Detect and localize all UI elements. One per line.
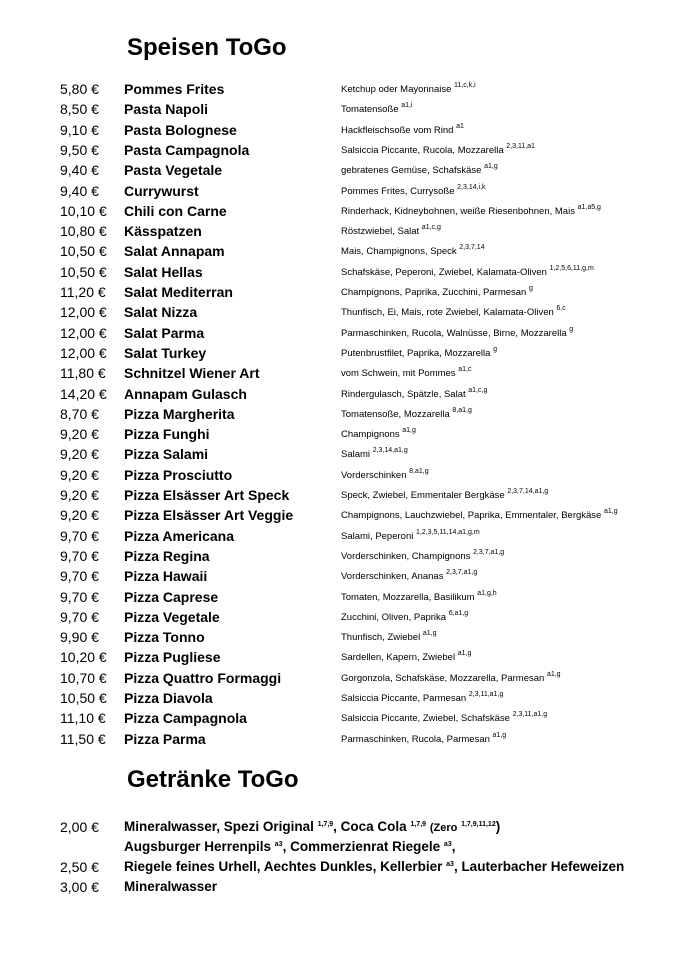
drink-text: , Coca Cola <box>333 819 407 834</box>
item-price: 11,10 € <box>60 710 106 727</box>
item-price: 11,80 € <box>60 365 106 382</box>
item-description <box>341 506 618 526</box>
item-price: 11,50 € <box>60 730 106 747</box>
drink-text: Mineralwasser <box>124 879 218 894</box>
item-description-text: Speck, Zwiebel, Emmentaler Bergkäse <box>341 490 505 501</box>
item-description-text: Salsiccia Piccante, Zwiebel, Schafskäse <box>341 713 510 725</box>
item-price: 10,10 € <box>60 202 107 219</box>
allergen-codes: a1,g <box>422 630 437 638</box>
allergen-codes: g <box>528 285 533 292</box>
drink-line <box>124 857 624 877</box>
item-description-text: Pommes Frites, Currysoße <box>341 185 455 197</box>
menu-item-row <box>0 404 680 424</box>
menu-item-row <box>0 708 680 728</box>
allergen-codes: a1,c,g <box>421 224 441 232</box>
menu-item-row <box>0 120 680 140</box>
item-description-text: Salsiccia Piccante, Parmesan <box>341 693 467 704</box>
item-description <box>341 547 504 567</box>
allergen-codes: 2,3,7,a1,g <box>446 569 478 577</box>
item-description <box>341 242 485 262</box>
menu-item-row <box>0 201 680 221</box>
item-description-text: Champignons, Lauchzwiebel, Paprika, Emmentaler, Bergkäse <box>341 510 602 522</box>
menu-item-row <box>0 384 680 404</box>
item-price: 9,70 € <box>60 527 99 544</box>
drink-price: 2,00 € <box>60 819 99 835</box>
item-name: Pasta Napoli <box>124 101 209 118</box>
drink-text: Mineralwasser, Spezi Original <box>124 819 314 834</box>
item-description <box>341 263 594 283</box>
item-price: 9,70 € <box>60 588 99 605</box>
item-name: Pasta Bolognese <box>124 121 237 138</box>
item-description <box>341 730 506 750</box>
menu-item-row <box>0 160 680 180</box>
item-price: 10,20 € <box>60 649 107 666</box>
item-description <box>341 628 436 648</box>
item-name: Annapam Gulasch <box>124 385 247 402</box>
item-price: 10,50 € <box>60 690 107 706</box>
menu-item-row <box>0 505 680 525</box>
allergen-codes: a1,i <box>401 102 413 110</box>
item-description-text: Hackfleischsoße vom Rind <box>341 124 454 136</box>
allergen-codes: a1,c <box>458 366 472 374</box>
item-description <box>341 182 486 202</box>
item-name: Pizza Tonno <box>124 629 205 646</box>
item-description <box>341 588 497 608</box>
item-name: Pizza Pugliese <box>124 649 221 666</box>
item-name: Pizza Diavola <box>124 690 213 706</box>
item-name: Pizza Elsässer Art Speck <box>124 487 290 503</box>
item-price: 9,40 € <box>60 182 99 199</box>
item-description-text: Tomatensoße <box>341 104 399 116</box>
item-description <box>341 445 408 465</box>
item-description-text: Champignons, Paprika, Zucchini, Parmesan <box>341 287 527 298</box>
allergen-codes: a1,g <box>603 508 618 516</box>
item-description-text: Parmaschinken, Rucola, Walnüsse, Birne, Mozzarella <box>341 327 567 339</box>
item-price: 10,50 € <box>60 263 107 280</box>
drink-price: 3,00 € <box>60 879 99 895</box>
item-name: Salat Turkey <box>124 344 207 361</box>
item-price: 12,00 € <box>60 324 107 341</box>
allergen-codes: 2,3,14,i,k <box>457 183 486 191</box>
item-description <box>341 202 601 222</box>
item-description <box>341 669 561 689</box>
allergen-codes: 1,7,9,11,12 <box>461 821 496 828</box>
allergen-codes: 1,7,9 <box>317 821 334 828</box>
item-description <box>341 80 476 100</box>
allergen-codes: a3 <box>274 841 283 848</box>
menu-item-row <box>0 99 680 119</box>
item-name: Schnitzel Wiener Art <box>124 365 260 382</box>
drink-line <box>124 817 500 838</box>
item-description-text: Thunfisch, Ei, Mais, rote Zwiebel, Kalamata-Oliven <box>341 307 554 319</box>
item-description-text: Rinderhack, Kidneybohnen, weiße Riesenbohnen, Mais <box>341 205 575 217</box>
item-name: Pasta Vegetale <box>124 162 223 179</box>
item-name: Salat Hellas <box>124 263 203 280</box>
menu-item-row <box>0 627 680 647</box>
allergen-codes: 1,2,3,5,11,14,a1,g,m <box>416 528 480 536</box>
allergen-codes: 8,a1,g <box>409 467 429 475</box>
item-price: 9,20 € <box>60 466 99 483</box>
item-price: 9,40 € <box>60 162 99 179</box>
item-description-text: Schafskäse, Peperoni, Zwiebel, Kalamata-Oliven <box>341 266 547 278</box>
drink-text: Riegele feines Urhell, Aechtes Dunkles, Kellerbier <box>124 859 443 874</box>
item-price: 9,20 € <box>60 487 99 503</box>
item-description-text: Vorderschinken, Ananas <box>341 571 444 583</box>
menu-item-row <box>0 79 680 99</box>
menu-item-row <box>0 485 680 505</box>
drink-text: , Commerzienrat Riegele <box>282 839 441 854</box>
item-description <box>341 324 573 344</box>
menu-item-row <box>0 587 680 607</box>
item-description <box>341 405 472 425</box>
allergen-codes: 11,c,k,i <box>454 82 476 89</box>
allergen-codes: 2,3,7,a1,g <box>473 548 505 556</box>
drink-price: 2,50 € <box>60 859 99 875</box>
item-description <box>341 121 464 141</box>
item-description-text: Vorderschinken, Champignons <box>341 550 471 562</box>
item-name: Pizza Salami <box>124 446 209 463</box>
item-description-text: vom Schwein, mit Pommes <box>341 368 456 380</box>
drink-line <box>124 837 455 857</box>
item-name: Pizza Elsässer Art Veggie <box>124 507 294 524</box>
item-price: 10,50 € <box>60 243 107 260</box>
item-name: Chili con Carne <box>124 202 227 219</box>
menu-item-row <box>0 647 680 667</box>
item-description <box>341 425 416 445</box>
menu-item-row <box>0 302 680 322</box>
item-description <box>341 283 533 303</box>
item-description-text: Gorgonzola, Schafskäse, Mozzarella, Parmesan <box>341 672 545 684</box>
item-name: Pizza Caprese <box>124 588 219 605</box>
allergen-codes: 6,c <box>556 305 566 313</box>
item-price: 14,20 € <box>60 385 107 402</box>
item-description-text: Salami, Peperoni <box>341 530 414 542</box>
item-name: Pizza Regina <box>124 547 210 564</box>
item-description-text: Tomaten, Mozzarella, Basilikum <box>341 591 475 603</box>
item-name: Pizza Prosciutto <box>124 466 233 483</box>
item-description <box>341 222 441 242</box>
menu-item-row <box>0 465 680 485</box>
allergen-codes: a1,g <box>457 650 472 658</box>
menu-item-row <box>0 241 680 261</box>
item-price: 9,20 € <box>60 507 99 524</box>
item-price: 9,50 € <box>60 141 99 158</box>
menu-item-row <box>0 688 680 708</box>
allergen-codes: 1,2,5,6,11,g,m <box>549 264 594 272</box>
item-description-text: Mais, Champignons, Speck <box>341 246 457 258</box>
item-price: 9,70 € <box>60 547 99 564</box>
menu-item-row <box>0 607 680 627</box>
allergen-codes: g <box>493 345 497 353</box>
item-name: Pizza Americana <box>124 527 234 544</box>
item-name: Pommes Frites <box>124 81 225 97</box>
item-description <box>341 689 503 709</box>
allergen-codes: 2,3,7,14 <box>459 244 485 252</box>
item-name: Kässpatzen <box>124 223 202 240</box>
menu-item-row <box>0 526 680 546</box>
item-price: 9,20 € <box>60 446 99 463</box>
item-name: Pizza Quattro Formaggi <box>124 669 282 686</box>
item-description-text: Parmaschinken, Rucola, Parmesan <box>341 733 490 745</box>
allergen-codes: 6,a1,g <box>448 609 469 617</box>
item-description <box>341 527 480 547</box>
item-description-text: Salsiccia Piccante, Rucola, Mozzarella <box>341 144 504 156</box>
item-name: Pizza Campagnola <box>124 710 247 727</box>
allergen-codes: g <box>569 325 574 333</box>
menu-item-row <box>0 566 680 586</box>
allergen-codes: 1,7,9 <box>410 821 427 828</box>
allergen-codes: a1 <box>456 122 464 130</box>
menu-item-row <box>0 262 680 282</box>
allergen-codes: a1,g,h <box>477 589 497 597</box>
item-description <box>341 161 498 181</box>
allergen-codes: a3 <box>443 841 452 848</box>
item-price: 11,20 € <box>60 284 106 300</box>
item-price: 9,10 € <box>60 121 99 138</box>
item-description <box>341 709 547 729</box>
item-description-text: Ketchup oder Mayonnaise <box>341 84 452 95</box>
menu-item-row <box>0 424 680 444</box>
item-price: 9,20 € <box>60 426 99 443</box>
drink-text: , <box>451 839 456 854</box>
item-name: Pizza Parma <box>124 730 206 747</box>
item-description <box>341 303 566 323</box>
menu-item-row <box>0 729 680 749</box>
item-price: 9,70 € <box>60 608 99 625</box>
allergen-codes: a1,c,g <box>468 386 488 394</box>
item-description-text: Rindergulasch, Spätzle, Salat <box>341 388 466 400</box>
item-description-text: Sardellen, Kapern, Zwiebel <box>341 652 456 664</box>
menu-item-row <box>0 140 680 160</box>
allergen-codes: a1,a5,g <box>577 203 601 211</box>
item-price: 8,50 € <box>60 101 99 118</box>
item-description-text: Tomatensoße, Mozzarella <box>341 408 450 420</box>
drink-text: , Lauterbacher Hefeweizen <box>453 859 625 874</box>
drink-line <box>124 877 217 897</box>
item-description-text: Thunfisch, Zwiebel <box>341 632 421 644</box>
item-description-text: Putenbrustfilet, Paprika, Mozzarella <box>341 347 491 359</box>
item-price: 10,70 € <box>60 669 107 686</box>
allergen-codes: 2,3,14,a1,g <box>372 447 408 455</box>
menu-item-row <box>0 668 680 688</box>
drink-text: Augsburger Herrenpils <box>124 839 272 854</box>
allergen-codes: a1,g <box>492 731 507 739</box>
item-description <box>341 385 487 405</box>
allergen-codes: 2,3,11,a1,g <box>468 691 504 698</box>
item-name: Currywurst <box>124 182 199 199</box>
allergen-codes: 2,3,11,a1,g <box>512 711 548 719</box>
item-price: 12,00 € <box>60 304 107 321</box>
menu-item-row <box>0 323 680 343</box>
item-description <box>341 344 497 364</box>
drinks-section-title: Getränke ToGo <box>127 766 299 793</box>
item-name: Salat Parma <box>124 324 205 341</box>
item-price: 5,80 € <box>60 81 99 97</box>
drink-text: ) <box>495 819 501 834</box>
item-description <box>341 466 429 486</box>
item-description-text: Vorderschinken <box>341 469 407 481</box>
item-description-text: gebratenes Gemüse, Schafskäse <box>341 165 482 177</box>
allergen-codes: 8,a1,g <box>452 406 472 414</box>
menu-item-row <box>0 444 680 464</box>
item-description <box>341 608 468 628</box>
menu-item-row <box>0 363 680 383</box>
item-description <box>341 648 471 668</box>
menu-item-row <box>0 546 680 566</box>
item-description <box>341 100 413 120</box>
item-description-text: Zucchini, Oliven, Paprika <box>341 611 447 623</box>
item-name: Salat Mediterran <box>124 284 233 300</box>
allergen-codes: a1,g <box>402 427 416 435</box>
allergen-codes: a1,g <box>546 670 561 678</box>
item-name: Salat Annapam <box>124 243 225 260</box>
item-price: 12,00 € <box>60 344 107 361</box>
item-description-text: Röstzwiebel, Salat <box>341 226 420 238</box>
item-price: 9,70 € <box>60 568 99 585</box>
item-description <box>341 567 477 587</box>
item-description <box>341 486 548 506</box>
allergen-codes: 2,3,11,a1 <box>506 142 535 150</box>
item-price: 9,90 € <box>60 629 99 646</box>
menu-item-row <box>0 282 680 302</box>
item-name: Pizza Margherita <box>124 405 235 422</box>
menu-item-row <box>0 221 680 241</box>
allergen-codes: a3 <box>446 861 454 868</box>
item-price: 10,80 € <box>60 223 107 240</box>
item-description <box>341 364 471 384</box>
drink-text: (Zero <box>429 822 458 834</box>
item-description <box>341 141 535 161</box>
item-name: Pizza Hawaii <box>124 568 208 585</box>
item-price: 8,70 € <box>60 405 99 422</box>
item-name: Pizza Vegetale <box>124 608 220 625</box>
item-name: Salat Nizza <box>124 304 198 321</box>
menu-item-row <box>0 181 680 201</box>
menu-item-row <box>0 343 680 363</box>
item-name: Pasta Campagnola <box>124 141 250 158</box>
allergen-codes: a1,g <box>484 163 498 171</box>
item-description-text: Champignons <box>341 429 400 441</box>
item-name: Pizza Funghi <box>124 426 210 443</box>
food-section-title: Speisen ToGo <box>127 34 287 61</box>
allergen-codes: 2,3,7,14,a1,g <box>507 488 549 495</box>
item-description-text: Salami <box>341 449 371 461</box>
